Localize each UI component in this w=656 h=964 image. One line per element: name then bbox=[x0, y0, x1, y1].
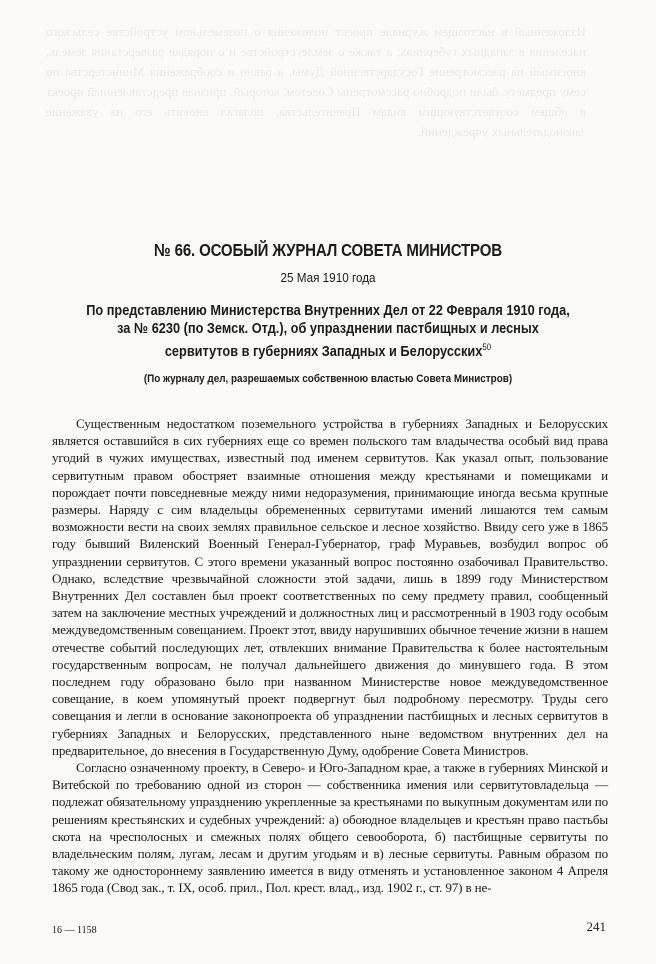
bleed-through-text: Изложенный в настоящем журнале проект положения о поземельном устройстве сельского населения в западных губерниях, а также о землеустройстве и о порядке разверстания земель, вносимый на рассмотрение Государственной Думы, а равно и соображения Министерства по сему предмету, были подробно рассмотрены Советом, который, признав представленный проект в общем соответствующим видам Правительства, полагал вносить его на уважение законодательных учреждений. bbox=[46, 24, 586, 139]
body-text bbox=[52, 415, 608, 897]
page-number: 241 bbox=[586, 919, 606, 934]
footnote-mark: 50 bbox=[482, 342, 492, 352]
body-paragraph-1: Существенным недостатком поземельного устройства в губерниях Западных и Белорусских является оставшийся в сих губерниях еще со времен польского там владычества особый вид права угодий в чужих имуществах, известный под именем сервитутов. Как указал опыт, пользование сервитутным правом обостряет взаимные отношения между крестьянами и помещиками и порождает почти повседневные между ними недоразумения, принимающие иногда весьма крупные размеры. Наряду с сим владельцы обремененных сервитутами имений лишаются тем самым возможности вести на своих землях правильное сельское и лесное хозяйство. Ввиду сего уже в 1865 году бывший Виленский Военный Генерал-Губернатор, граф Муравьев, возбудил вопрос об упразднении сервитутов. С этого времени указанный вопрос постоянно озабочивал Правительство. Однако, вследствие чрезвычайной сложности этой задачи, лишь в 1899 году Министерством Внутренних Дел составлен был проект соответственных по сему предмету правил, сообщенный затем на заключение местных учреждений и должностных лиц и рассмотренный в 1903 году особым междуведомственным совещанием. Проект этот, ввиду нарушивших обычное течение жизни в нашем отечестве событий последующих лет, отвлекших внимание Правительства к более настоятельным государственным вопросам, не получал дальнейшего движения до минувшего года. В этом последнем году образовано было при названном Министерстве новое междуведомственное совещание, в коем упомянутый проект подвергнут был подробному пересмотру. Труды сего совещания и легли в основание законопроекта об упразднении пастбищных и лесных сервитутов в губерниях Западных и Белорусских, представленного ныне ведомством внутренних дел на предварительное, до внесения в Государственную Думу, одобрение Совета Министров. bbox=[52, 416, 608, 758]
signature-mark: 16 — 1158 bbox=[52, 925, 97, 936]
subject-text: По представлению Министерства Внутренних Дел от 22 Февраля 1910 года, за № 6230 (по Земск. Отд.), об упразднении пастбищных и лесных сервитутов в губерниях Западных и Белорусских bbox=[86, 303, 570, 360]
document-date: 25 Мая 1910 года bbox=[280, 270, 376, 285]
journal-note: (По журналу дел, разрешаемых собственною властью Совета Министров) bbox=[143, 373, 513, 385]
body-paragraph-2: Согласно означенному проекту, в Северо- и Юго-Западном крае, а также в губерниях Минской и Витебской по требованию одной из сторон — собственника имения или сервитутовладельца — подлежат обязательному упразднению укрепленные за крестьянами по выкупным документам или по решениям крестьянских и судебных учреждений: а) обоюдное владельцев и крестьян право пастьбы скота на чресполосных и смежных полях общего севооборота, б) пастбищные сервитуты по владельческим полям, лугам, лесам и другим угодьям и в) лесные сервитуты. Равным образом по такому же одностороннему заявлению имеется в виду отменять и установленное законом 4 Апреля 1865 года (Свод зак., т. IX, особ. прил., Пол. крест. влад., изд. 1902 г., ст. 97) в не- bbox=[52, 760, 608, 896]
document-title: № 66. ОСОБЫЙ ЖУРНАЛ СОВЕТА МИНИСТРОВ bbox=[154, 240, 502, 260]
document-subject bbox=[85, 302, 571, 361]
